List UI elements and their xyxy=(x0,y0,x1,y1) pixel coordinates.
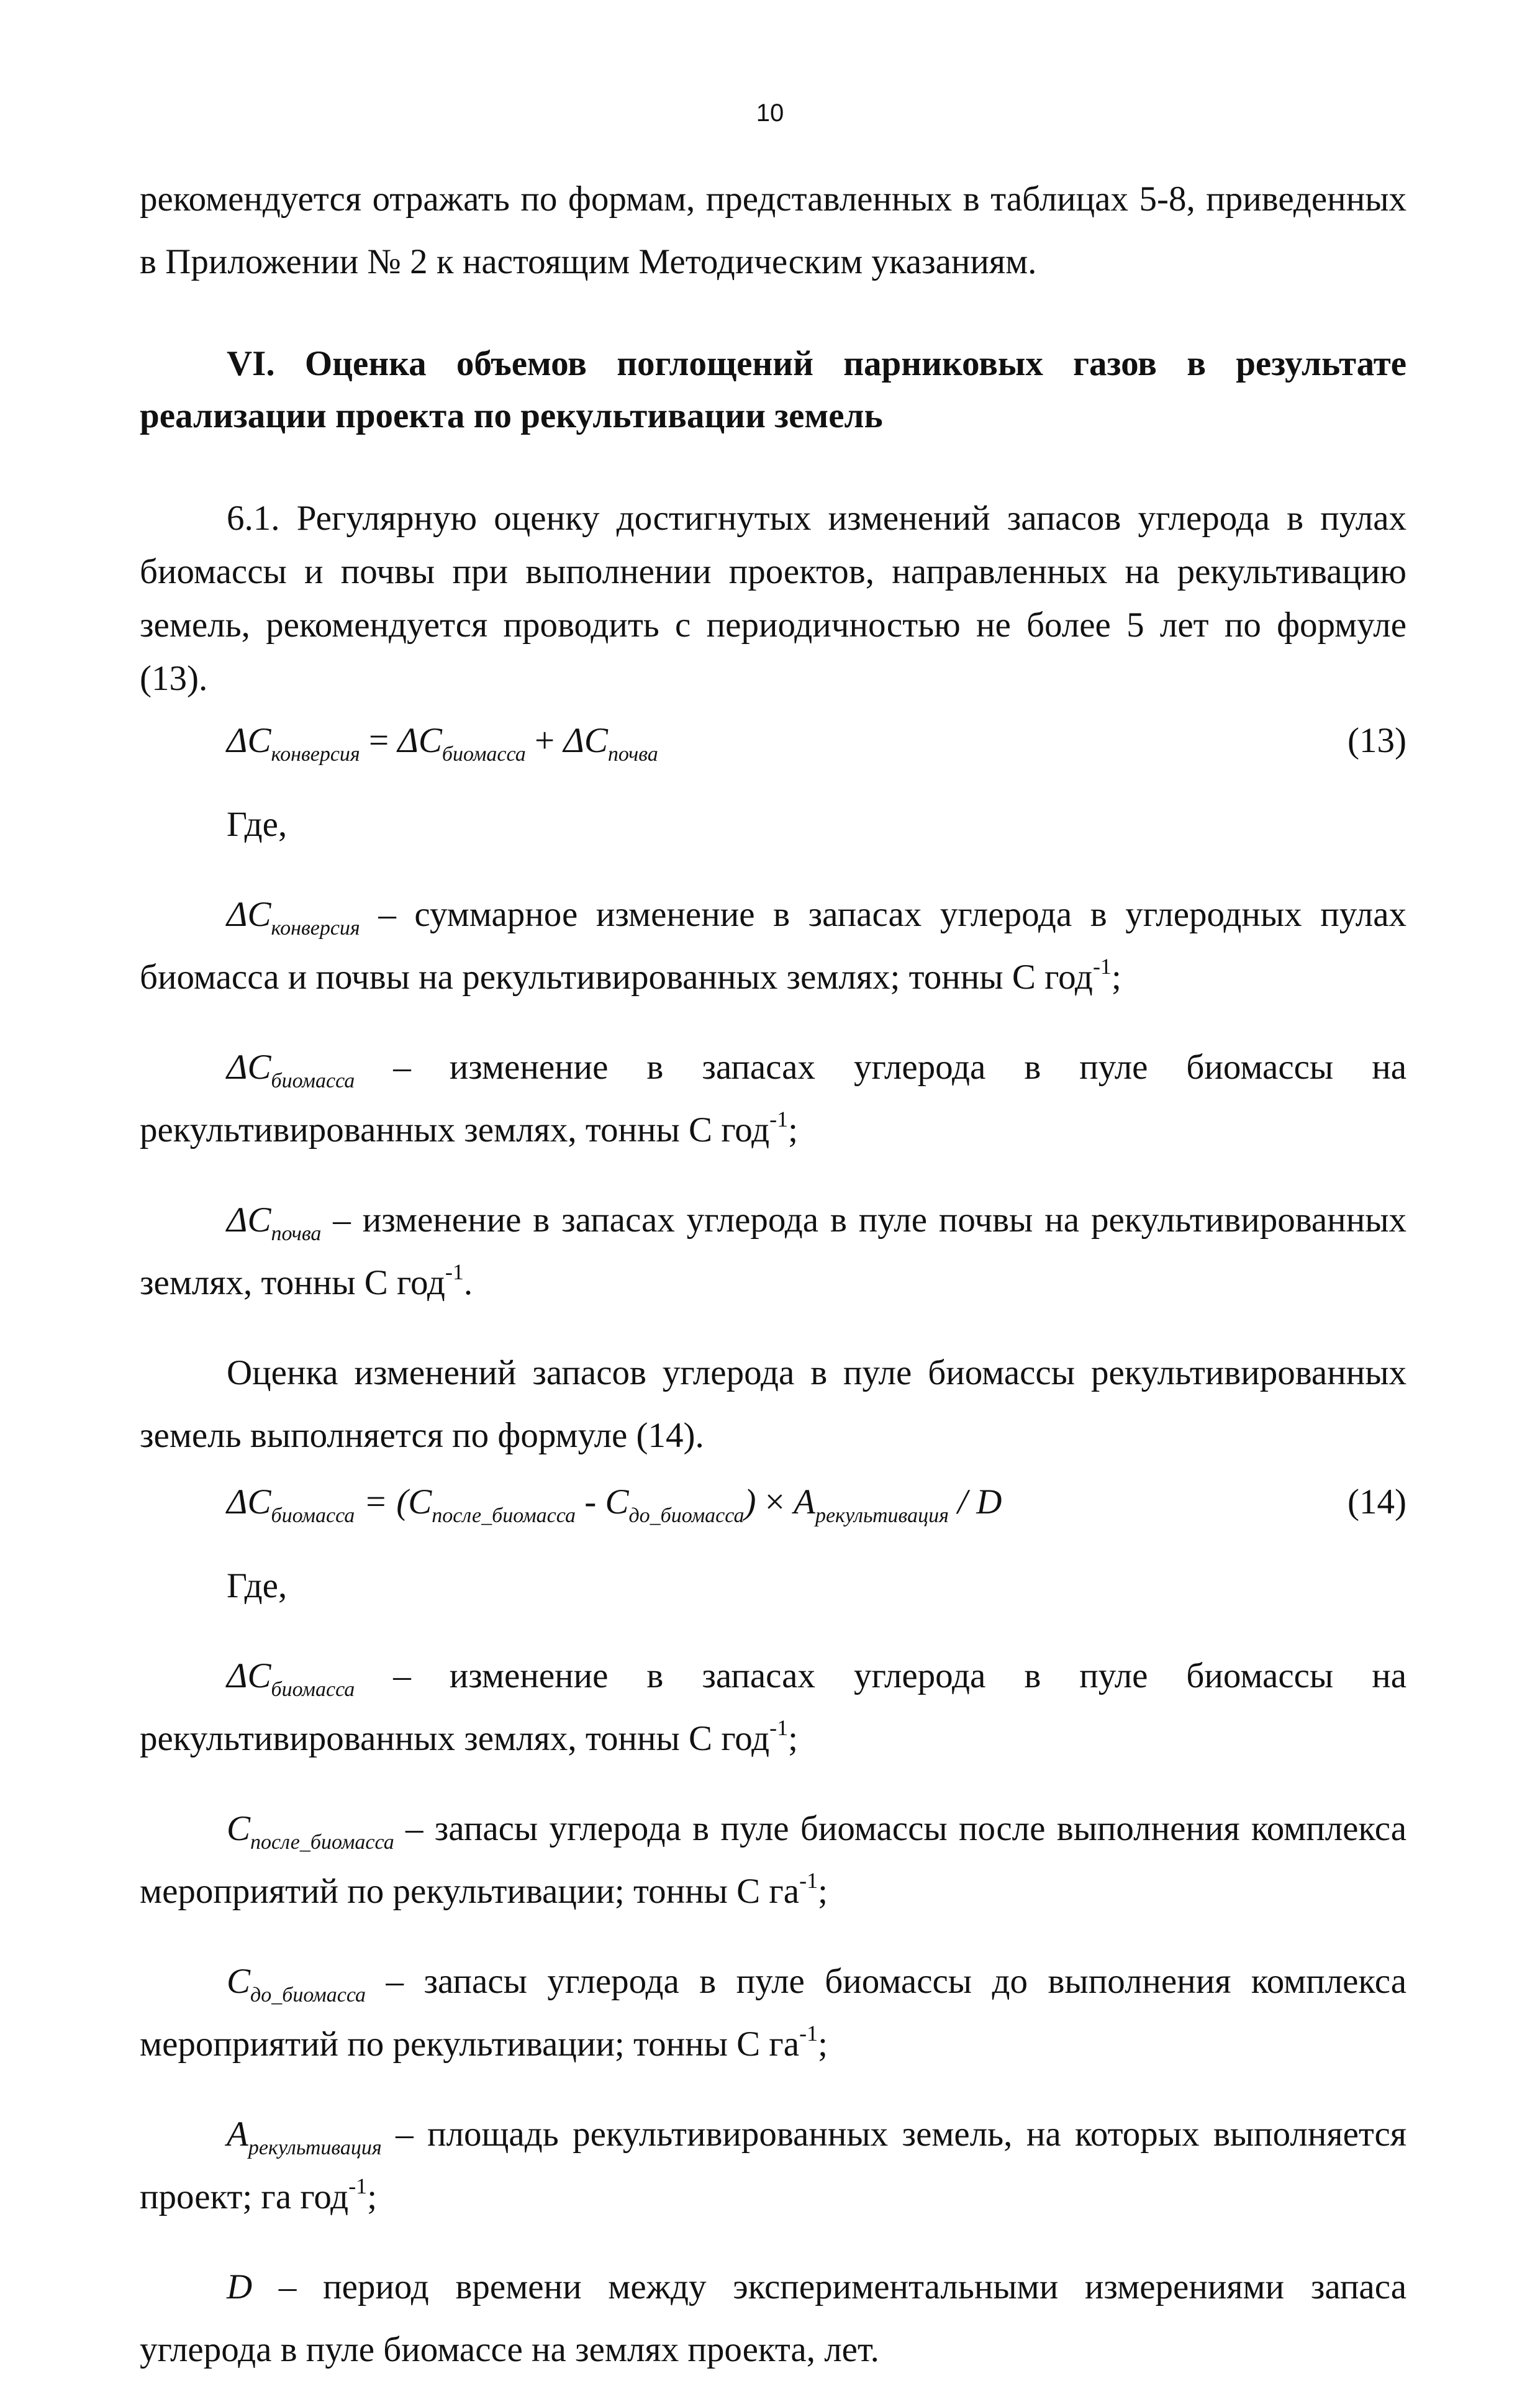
where-label-14: Где, xyxy=(227,1566,288,1605)
page-number: 10 xyxy=(756,99,784,127)
formula-14-number: (14) xyxy=(1348,1482,1406,1522)
definition-14-delta-c-biomass: $\Delta C_{биомасса}$ – изменение в запасах углерода в пуле биомассы на рекультивированных землях, тонны С год$^{-1}$; xyxy=(140,1656,1406,1758)
formula-13-number: (13) xyxy=(1348,721,1406,760)
section-heading: VI. Оценка объемов поглощений парниковых газов в результате реализации проекта по рекультивации земель xyxy=(140,344,1406,435)
intro-paragraph: рекомендуется отражать по формам, представленных в таблицах 5-8, приведенных в Приложении № 2 к настоящим Методическим указаниям. xyxy=(140,179,1406,281)
page-content xyxy=(140,168,1406,2381)
definition-a-recultivation: $A_{рекультивация}$ – площадь рекультивированных земель, на которых выполняется проект; га год$^{-1}$; xyxy=(140,2115,1406,2216)
definition-c-after-biomass: $C_{после\_биомасса}$ – запасы углерода в пуле биомассы после выполнения комплекса мероприятий по рекультивации; тонны С $га^{-1}$; xyxy=(140,1809,1406,1911)
paragraph-formula-14-intro: Оценка изменений запасов углерода в пуле биомассы рекультивированных земель выполняется по формуле (14). xyxy=(140,1353,1406,1455)
formula-14: $\Delta C_{биомасса} = (C_{после\_биомасса} - C_{до\_биомасса}) \times A_{рекультивация} / D$ (14) xyxy=(140,1471,1406,1533)
where-label-13: Где, xyxy=(227,805,288,844)
definition-delta-c-soil: $\Delta C_{почва}$ – изменение в запасах углерода в пуле почвы на рекультивированных землях, тонны С год$^{-1}$. xyxy=(140,1200,1406,1302)
definition-delta-c-conversion: $\Delta C_{конверсия}$ – суммарное изменение в запасах углерода в углеродных пулах биомасса и почвы на рекультивированных землях; тонны С год$^{-1}$; xyxy=(140,895,1407,997)
formula-13: $\Delta C_{конверсия} = \Delta C_{биомасса} + \Delta C_{почва}$ (13) xyxy=(140,709,1406,772)
definition-c-before-biomass: $C_{до\_биомасса}$ – запасы углерода в пуле биомассы до выполнения комплекса мероприятий по рекультивации; тонны С $га^{-1}$; xyxy=(140,1962,1407,2064)
definition-delta-c-biomass: $\Delta C_{биомасса}$ – изменение в запасах углерода в пуле биомассы на рекультивированных землях, тонны С год$^{-1}$; xyxy=(140,1048,1406,1150)
definition-d-period: D – период времени между экспериментальными измерениями запаса углерода в пуле биомассе на землях проекта, лет. xyxy=(140,2267,1406,2369)
paragraph-6-1: 6.1. Регулярную оценку достигнутых изменений запасов углерода в пулах биомассы и почвы при выполнении проектов, направленных на рекультивацию земель, рекомендуется проводить с периодичностью не более 5 лет по формуле (13). xyxy=(140,499,1406,698)
